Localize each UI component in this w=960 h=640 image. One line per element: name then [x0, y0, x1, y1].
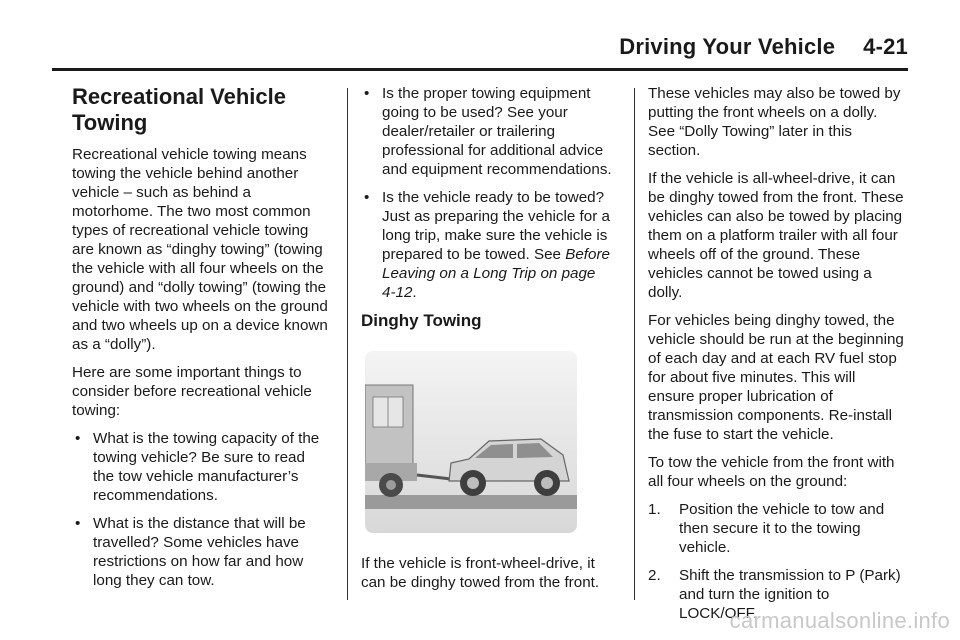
watermark: carmanualsonline.info [729, 608, 950, 633]
column-1 [72, 84, 330, 599]
bullet-item [361, 188, 619, 302]
column-3 [648, 84, 906, 632]
page-number: 4-21 [863, 34, 908, 59]
paragraph: To tow the vehicle from the front with all four wheels on the ground: [648, 454, 895, 490]
bullet-text: Is the vehicle ready to be towed? Just as preparing the vehicle for a long trip, make sure the vehicle is prepared to be towed. See [382, 189, 610, 263]
column-divider [634, 88, 635, 600]
bullet-text-end: . [412, 284, 417, 301]
column-divider [347, 88, 348, 600]
page-header [52, 34, 908, 60]
subsection-heading: Dinghy Towing [361, 311, 482, 330]
numbered-list [648, 500, 906, 623]
road-surface [365, 495, 577, 509]
bullet-list [361, 84, 619, 302]
bullet-item: • What is the distance that will be travelled? Some vehicles have restrictions on how far and how long they can tow. [72, 514, 330, 590]
bullet-item: • What is the towing capacity of the towing vehicle? Be sure to read the tow vehicle manufacturer’s recommendations. [72, 429, 330, 505]
header-rule [52, 68, 908, 71]
column-2 [361, 84, 619, 601]
cross-reference-link[interactable]: Before Leaving on a Long Trip on page 4‑12 [382, 246, 610, 301]
step-text: Position the vehicle to tow and then secure it to the towing vehicle. [679, 501, 885, 556]
paragraph: Here are some important things to consider before recreational vehicle towing: [72, 364, 312, 419]
section-heading: Recreational Vehicle Towing [72, 84, 286, 135]
paragraph: For vehicles being dinghy towed, the vehicle should be run at the beginning of each day and at each RV fuel stop for about five minutes. This will ensure proper lubrication of transmission components. Re-install the fuse to start the vehicle. [648, 312, 904, 443]
bullet-item: • Is the proper towing equipment going to be used? See your dealer/retailer or trailering professional for additional advice and equipment recommendations. [361, 84, 619, 179]
step-number: 1. [648, 501, 661, 518]
numbered-step [648, 500, 906, 557]
bullet-list [72, 429, 330, 590]
step-number: 2. [648, 567, 661, 584]
paragraph: If the vehicle is all-wheel-drive, it can be dinghy towed from the front. These vehicles can also be towed by placing them on a platform trailer with all four wheels off of the ground. These vehicles cannot be towed using a dolly. [648, 170, 904, 301]
paragraph: These vehicles may also be towed by putting the front wheels on a dolly. See “Dolly Towing” later in this section. [648, 85, 901, 159]
motorhome-shape [365, 385, 417, 497]
paragraph: Recreational vehicle towing means towing the vehicle behind another vehicle – such as behind a motorhome. The two most common types of recreational vehicle towing are known as “dinghy towing” (towing the vehicle with all four wheels on the ground) and “dolly towing” (towing the vehicle with two wheels on the ground and two wheels up on a device known as a “dolly”). [72, 146, 328, 353]
figure-caption: If the vehicle is front-wheel-drive, it can be dinghy towed from the front. [361, 555, 600, 591]
step-text: Shift the transmission to P (Park) and turn the ignition to LOCK/OFF. [679, 567, 901, 622]
dinghy-towing-illustration [365, 351, 577, 533]
section-title: Driving Your Vehicle [619, 34, 836, 59]
